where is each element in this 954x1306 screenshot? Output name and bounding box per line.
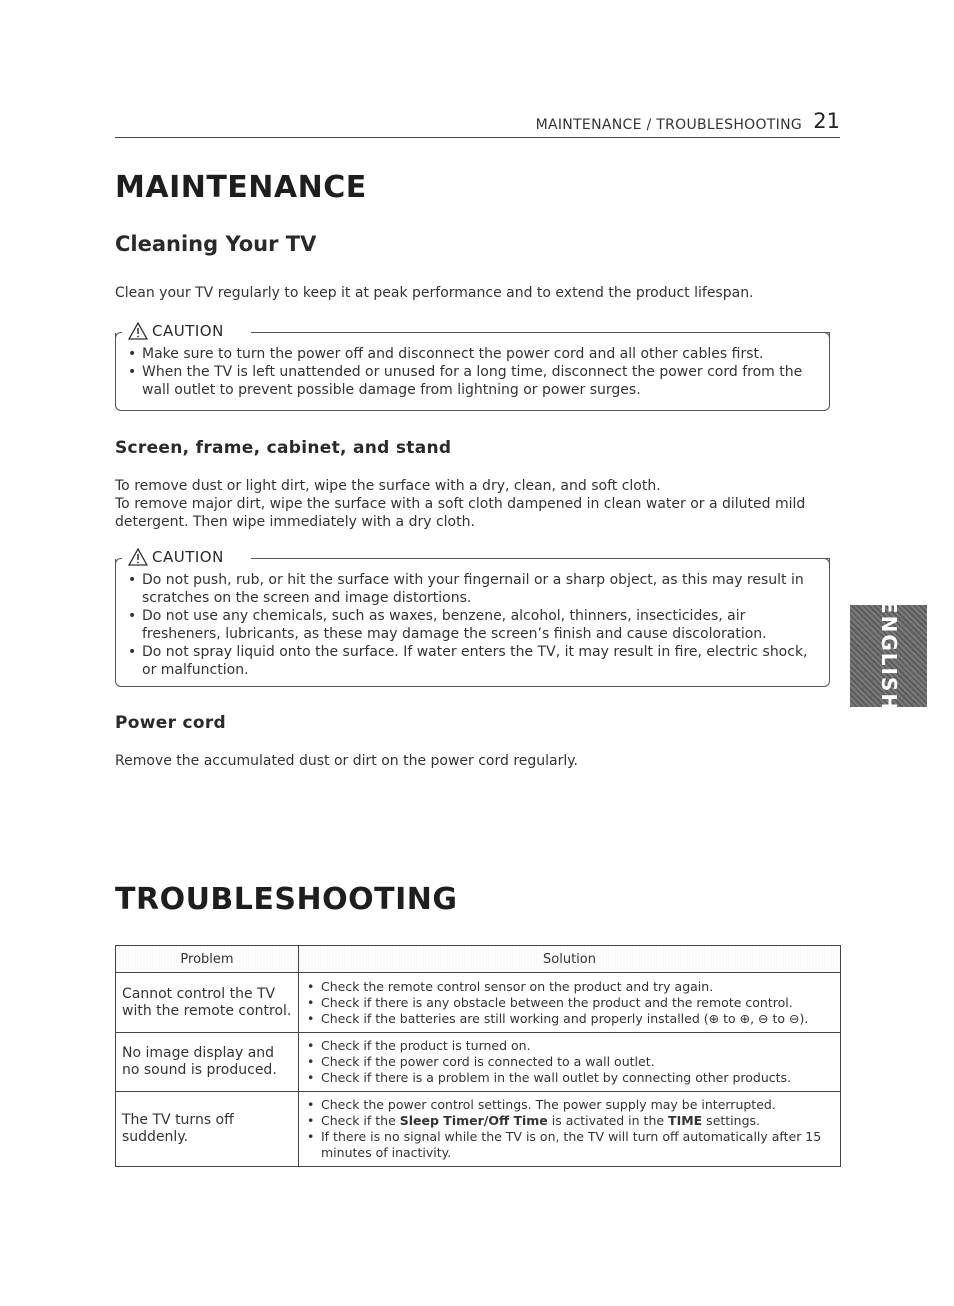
cleaning-title: Cleaning Your TV (115, 232, 317, 256)
list-item: • Check if the power cord is connected to a wall outlet. (307, 1054, 832, 1070)
list-item: • When the TV is left unattended or unused for a long time, disconnect the power cord from the wall outlet to prevent possible damage from lightning or power surges. (126, 363, 819, 399)
screen-text-line: To remove dust or light dirt, wipe the surface with a dry, clean, and soft cloth. (115, 478, 661, 494)
screen-text (115, 477, 835, 531)
cleaning-intro: Clean your TV regularly to keep it at peak performance and to extend the product lifespan. (115, 285, 754, 301)
setting-name: TIME (668, 1113, 703, 1128)
solution-cell (299, 1033, 841, 1092)
caution-label: CAUTION (152, 548, 224, 566)
page-header (115, 109, 840, 138)
problem-cell: Cannot control the TV with the remote control. (116, 973, 299, 1033)
table-row (116, 1092, 841, 1167)
screen-title: Screen, frame, cabinet, and stand (115, 438, 452, 458)
list-item: • Make sure to turn the power off and disconnect the power cord and all other cables first. (126, 345, 819, 363)
list-item: • Check if the product is turned on. (307, 1038, 832, 1054)
minus-circle-icon: ⊖ (758, 1010, 769, 1026)
maintenance-title: MAINTENANCE (115, 170, 367, 205)
list-item: • Do not spray liquid onto the surface. If water enters the TV, it may result in fire, electric shock, or malfunction. (126, 643, 819, 679)
solution-cell (299, 1092, 841, 1167)
troubleshooting-title: TROUBLESHOOTING (115, 882, 458, 917)
list-item: • Check if the batteries are still working and properly installed (⊕ to ⊕, ⊖ to ⊖). (307, 1011, 832, 1027)
list-item: • Check the power control settings. The power supply may be interrupted. (307, 1097, 832, 1113)
power-title: Power cord (115, 713, 226, 733)
troubleshooting-table (115, 945, 841, 1167)
power-text: Remove the accumulated dust or dirt on the power cord regularly. (115, 753, 579, 769)
minus-circle-icon: ⊖ (789, 1010, 800, 1026)
problem-cell: No image display and no sound is produced. (116, 1033, 299, 1092)
list-item: • Do not use any chemicals, such as waxes, benzene, alcohol, thinners, insecticides, air fresheners, lubricants, as these may damage the screen’s finish and cause discoloration. (126, 607, 819, 643)
caution-list-2 (116, 559, 829, 689)
caution-label: CAUTION (152, 322, 224, 340)
caution-list-1 (116, 333, 829, 409)
list-item: • Check if there is a problem in the wall outlet by connecting other products. (307, 1070, 832, 1086)
table-row (116, 973, 841, 1033)
minus-circle-icon: ⊕ (708, 1010, 720, 1026)
plus-circle-icon: ⊕ (739, 1010, 751, 1026)
page-number: 21 (813, 109, 840, 133)
list-item: • Check if there is any obstacle between the product and the remote control. (307, 995, 832, 1011)
problem-cell: The TV turns off suddenly. (116, 1092, 299, 1167)
screen-text-line: To remove major dirt, wipe the surface with a soft cloth dampened in clean water or a diluted mild detergent. Then wipe immediately with a dry cloth. (115, 496, 806, 530)
list-item: • Check if the Sleep Timer/Off Time is activated in the TIME settings. (307, 1113, 832, 1129)
solution-cell (299, 973, 841, 1033)
language-tab (850, 599, 927, 713)
table-row (116, 1033, 841, 1092)
caution-box-2 (115, 548, 830, 687)
warning-icon (128, 322, 148, 340)
column-header-problem: Problem (116, 946, 299, 973)
list-item: • Do not push, rub, or hit the surface with your fingernail or a sharp object, as this may result in scratches on the screen and image distortions. (126, 571, 819, 607)
column-header-solution: Solution (299, 946, 841, 973)
table-header-row (116, 946, 841, 973)
caution-box-1 (115, 322, 830, 411)
warning-icon (128, 548, 148, 566)
header-section-title: MAINTENANCE / TROUBLESHOOTING (535, 117, 802, 133)
list-item: • Check the remote control sensor on the product and try again. (307, 979, 832, 995)
list-item: • If there is no signal while the TV is on, the TV will turn off automatically after 15 minutes of inactivity. (307, 1129, 832, 1161)
setting-name: Sleep Timer/Off Time (399, 1113, 548, 1128)
language-tab-label: ENGLISH (876, 599, 901, 713)
